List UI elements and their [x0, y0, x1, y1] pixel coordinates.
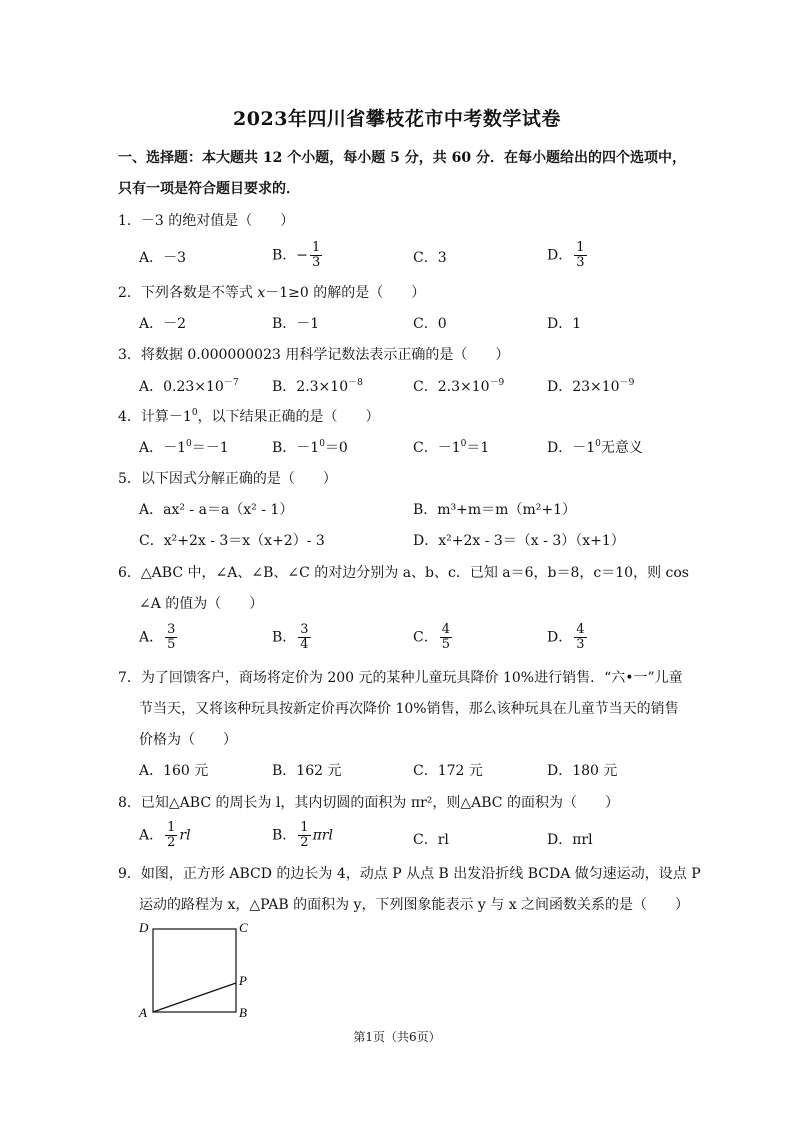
- square-abcd: [153, 929, 236, 1012]
- q3-stem: 3．将数据 0.000000023 用科学记数法表示正确的是（ ）: [118, 347, 510, 363]
- q6-stem-line1: 6．△ABC 中，∠A、∠B、∠C 的对边分别为 a、b、c．已知 a＝6，b＝8，c＝10，则 cos: [118, 565, 689, 581]
- q2-stem: 2．下列各数是不等式 x－1≥0 的解的是（ ）: [118, 285, 426, 301]
- q4-stem: 4．计算$-1^0$，以下结果正确的是（ ）: [118, 408, 380, 425]
- q3-option-a: A．$0.23\times 10^{-7}$: [139, 378, 239, 395]
- label-a: A: [139, 1005, 147, 1020]
- square-figure: [134, 918, 264, 1028]
- q5-option-c: C．x²+2x - 3＝x（x+2）- 3: [139, 533, 325, 549]
- q3-option-d: D．$23\times 10^{-9}$: [547, 378, 635, 395]
- q8-option-a: A． $\frac{1}{2}$ rl: [139, 820, 191, 850]
- q6-stem-line2: ∠A 的值为（ ）: [139, 596, 264, 612]
- q1-option-b: B．− $\frac{1}{3}$: [272, 240, 321, 270]
- q7-stem-line3: 价格为（ ）: [139, 732, 237, 748]
- q1-option-a: A．－3: [139, 250, 187, 266]
- page-footer: 第1页（共6页）: [353, 1030, 441, 1044]
- segment-ap: [153, 983, 236, 1012]
- q6-option-d: D． $\frac{4}{3}$: [547, 622, 585, 652]
- q2-option-c: C．0: [413, 316, 447, 332]
- label-b: B: [239, 1005, 247, 1020]
- q7-option-c: C．172 元: [413, 763, 483, 779]
- q2-option-a: A．－2: [139, 316, 187, 332]
- q3-option-b: B．$2.3\times 10^{-8}$: [272, 378, 363, 395]
- q7-stem-line2: 节当天，又将该种玩具按新定价再次降价 10%销售，那么该种玩具在儿童节当天的销售: [139, 701, 679, 717]
- q7-option-d: D．180 元: [547, 763, 618, 779]
- q6-option-b: B． $\frac{3}{4}$: [272, 622, 309, 652]
- label-d: D: [139, 920, 149, 935]
- q1-option-d: D． $\frac{1}{3}$: [547, 240, 585, 270]
- q8-option-d: D．πrl: [547, 832, 593, 848]
- q8-option-b: B． $\frac{1}{2}$ πrl: [272, 820, 333, 850]
- q1-stem: 1．－3 的绝对值是（ ）: [118, 213, 295, 229]
- q5-option-a: A．ax² - a＝a（x² - 1）: [139, 502, 294, 518]
- q7-option-a: A．160 元: [139, 763, 209, 779]
- q4-option-a: A．$-1^0=-1$: [139, 439, 229, 456]
- q6-option-a: A． $\frac{3}{5}$: [139, 622, 176, 652]
- q5-stem: 5．以下因式分解正确的是（ ）: [118, 471, 337, 487]
- q4-option-b: B．$-1^0=0$: [272, 439, 348, 456]
- q4-option-d: D．$-1^0$无意义: [547, 439, 643, 456]
- q2-option-d: D．1: [547, 316, 582, 332]
- q7-stem-line1: 7．为了回馈客户，商场将定价为 200 元的某种儿童玩具降价 10%进行销售．“六•一”儿童: [118, 670, 683, 686]
- q4-option-c: C．$-1^0=1$: [413, 439, 490, 456]
- q6-option-c: C． $\frac{4}{5}$: [413, 622, 450, 652]
- q9-stem-line1: 9．如图，正方形 ABCD 的边长为 4，动点 P 从点 B 出发沿折线 BCDA 做匀速运动，设点 P: [118, 866, 701, 882]
- q5-option-b: B．m³+m＝m（m²+1）: [413, 502, 576, 518]
- label-p: P: [239, 973, 247, 988]
- q2-option-b: B．－1: [272, 316, 320, 332]
- q7-option-b: B．162 元: [272, 763, 342, 779]
- q8-option-c: C．rl: [413, 832, 449, 848]
- q5-option-d: D．x²+2x - 3＝（x - 3）（x+1）: [413, 533, 625, 549]
- q1-option-c: C．3: [413, 250, 447, 266]
- q3-option-c: C．$2.3\times 10^{-9}$: [413, 378, 505, 395]
- section-heading-line1: 一、选择题：本大题共 12 个小题，每小题 5 分，共 60 分．在每小题给出的四个选项中，: [118, 150, 686, 166]
- page-title: 2023年四川省攀枝花市中考数学试卷: [233, 108, 561, 130]
- section-heading-line2: 只有一项是符合题目要求的．: [118, 181, 300, 197]
- q8-stem: 8．已知△ABC 的周长为 l，其内切圆的面积为 πr²，则△ABC 的面积为（ ）: [118, 795, 619, 811]
- label-c: C: [239, 920, 248, 935]
- q9-stem-line2: 运动的路程为 x，△PAB 的面积为 y，下列图象能表示 y 与 x 之间函数关系的是（ ）: [139, 897, 690, 913]
